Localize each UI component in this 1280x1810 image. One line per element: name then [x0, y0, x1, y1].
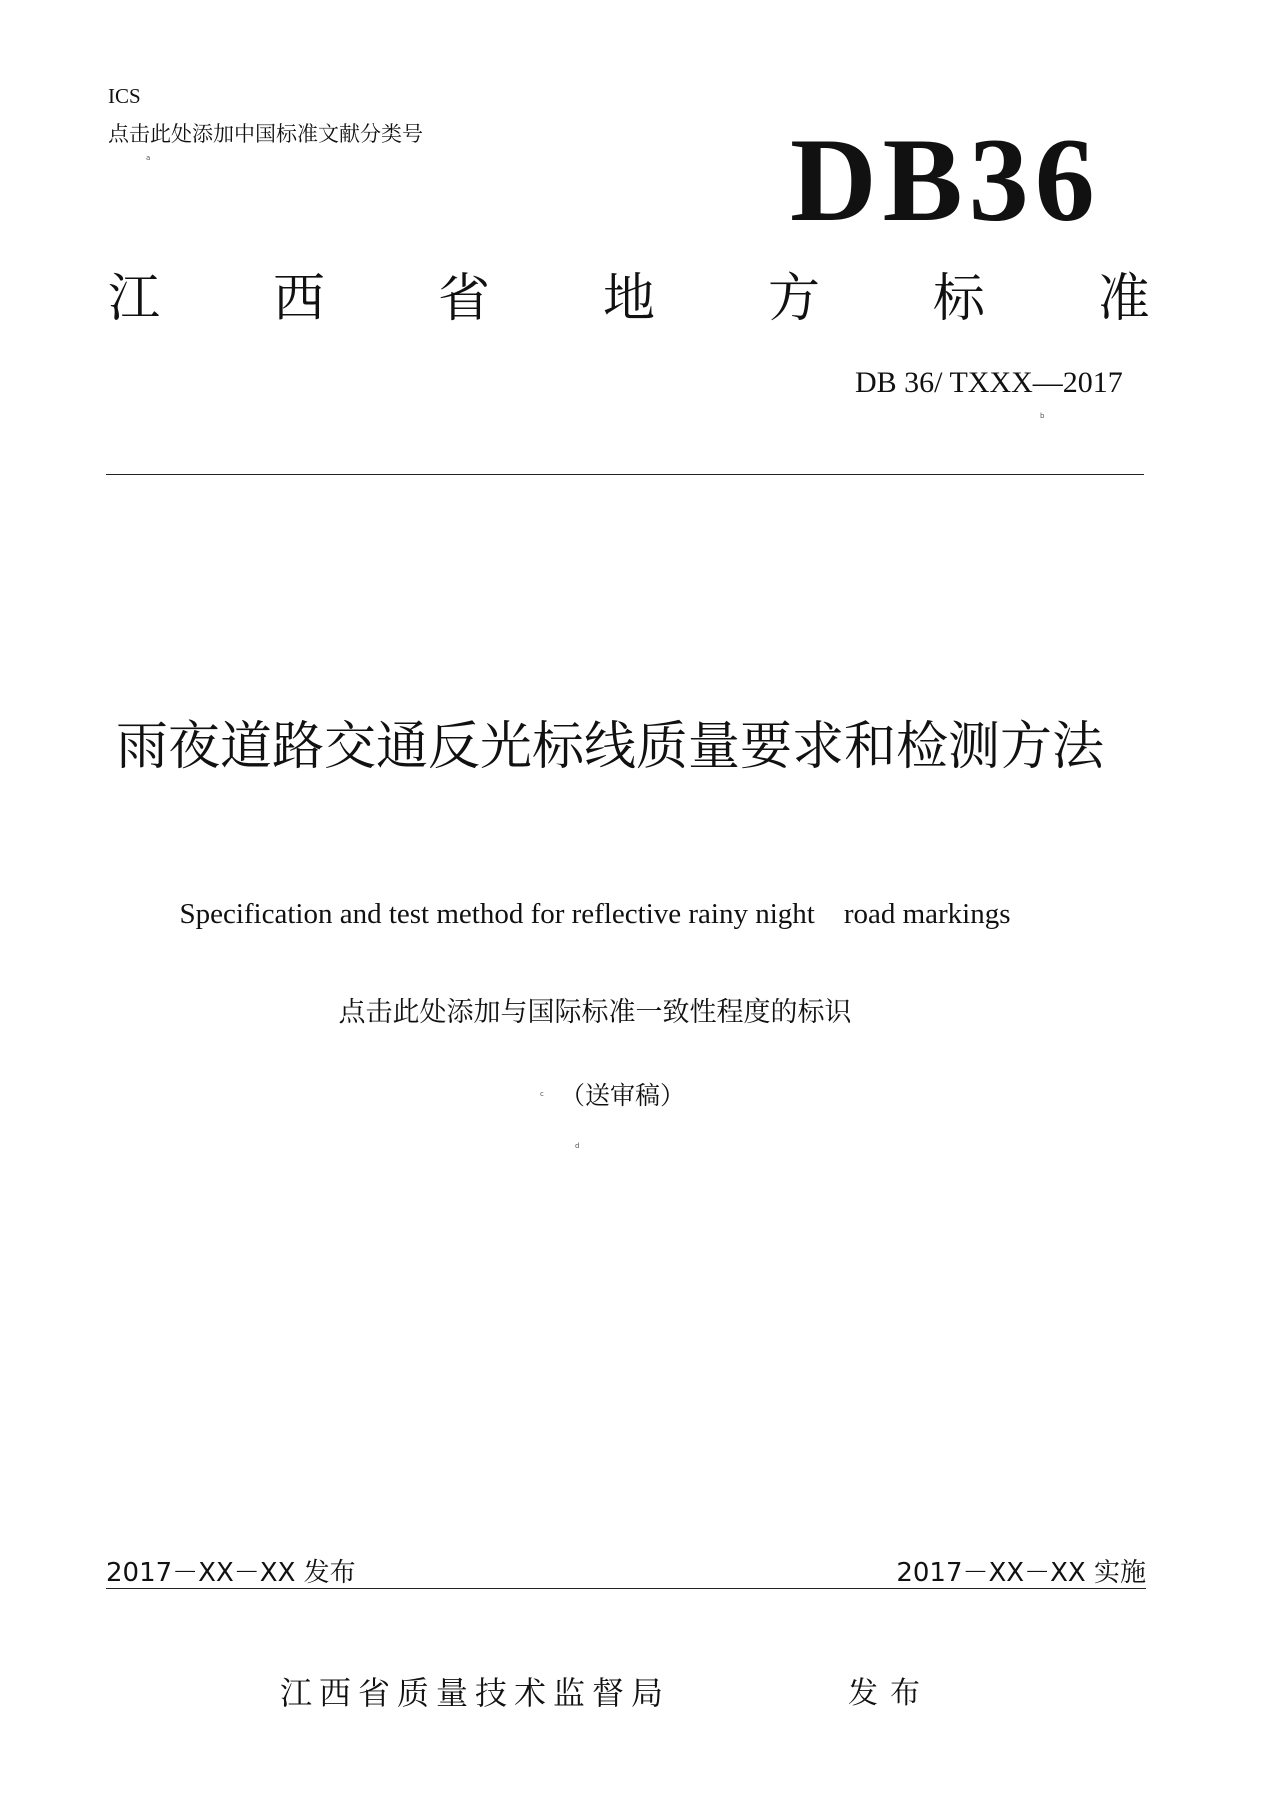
ics-label: ICS — [108, 84, 141, 108]
heading-char: 西 — [272, 271, 325, 328]
heading-char: 准 — [1097, 271, 1150, 328]
heading-char: 省 — [437, 271, 490, 328]
implementation-date: 2017－XX－XX 实施 — [896, 1558, 1146, 1588]
anchor-mark-a: a — [146, 154, 151, 162]
heading-char: 江 — [108, 271, 161, 328]
consistency-placeholder[interactable]: 点击此处添加与国际标准一致性程度的标识 — [338, 997, 852, 1027]
document-title-english: Specification and test method for reflective rainy night road markings — [179, 898, 1011, 930]
heading-char: 标 — [932, 271, 985, 328]
province-standard-heading — [108, 268, 1150, 332]
document-title-chinese: 雨夜道路交通反光标线质量要求和检测方法 — [115, 717, 1104, 777]
footer-divider — [106, 1588, 1146, 1589]
issuing-authority: 江西省质量技术监督局 — [280, 1674, 671, 1712]
publish-label: 发布 — [848, 1676, 932, 1711]
classification-placeholder[interactable]: 点击此处添加中国标准文献分类号 — [108, 122, 423, 146]
standard-number: DB 36/ TXXX—2017 — [855, 366, 1123, 399]
anchor-mark-b: b — [1040, 412, 1045, 420]
anchor-mark-c: c — [540, 1090, 544, 1098]
heading-char: 方 — [767, 271, 820, 328]
draft-status: （送审稿） — [560, 1083, 686, 1110]
standard-code: DB36 — [790, 113, 1101, 246]
header-divider — [106, 474, 1144, 475]
issue-date: 2017－XX－XX 发布 — [106, 1558, 356, 1588]
date-row — [106, 1552, 1146, 1592]
heading-char: 地 — [602, 271, 655, 328]
anchor-mark-d: d — [575, 1142, 580, 1150]
